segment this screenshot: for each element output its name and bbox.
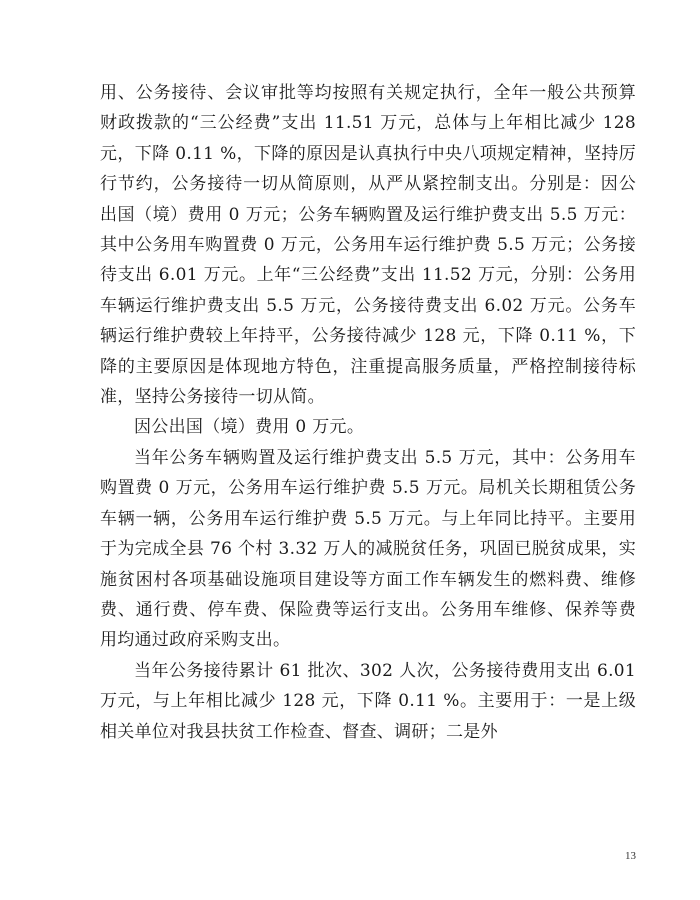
paragraph-san-gong-summary: 用、公务接待、会议审批等均按照有关规定执行，全年一般公共预算财政拨款的“三公经费”支出 11.51 万元，总体与上年相比减少 128 元，下降 0.11 %，下降的原因是认真执行中央八项规定精神，坚持厉行节约，公务接待一切从简原则，从严从紧控制支出。分别是：因公出国（境）费用 0 万元；公务车辆购置及运行维护费支出 5.5 万元：其中公务用车购置费 0 万元，公务用车运行维护费 5.5 万元；公务接待支出 6.01 万元。上年“三公经费”支出 11.52 万元，分别：公务用车辆运行维护费支出 5.5 万元，公务接待费支出 6.02 万元。公务车辆运行维护费较上年持平，公务接待减少 128 元，下降 0.11 %，下降的主要原因是体现地方特色，注重提高服务质量，严格控制接待标准，坚持公务接待一切从简。 (100, 83, 636, 408)
paragraph-overseas-expense: 因公出国（境）费用 0 万元。 (134, 417, 365, 438)
document-body (100, 78, 636, 747)
page-number: 13 (625, 850, 636, 862)
paragraph-vehicle-expense: 当年公务车辆购置及运行维护费支出 5.5 万元，其中：公务用车购置费 0 万元，公务用车运行维护费 5.5 万元。局机关长期租赁公务车辆一辆，公务用车运行维护费 5.5 万元。与上年同比持平。主要用于为完成全县 76 个村 3.32 万人的减脱贫任务，巩固已脱贫成果，实施贫困村各项基础设施项目建设等方面工作车辆发生的燃料费、维修费、通行费、停车费、保险费等运行支出。公务用车维修、保养等费用均通过政府采购支出。 (100, 447, 636, 651)
paragraph-reception-expense: 当年公务接待累计 61 批次、302 人次，公务接待费用支出 6.01 万元，与上年相比减少 128 元，下降 0.11 %。主要用于：一是上级相关单位对我县扶贫工作检查、督查、调研；二是外 (100, 660, 636, 742)
